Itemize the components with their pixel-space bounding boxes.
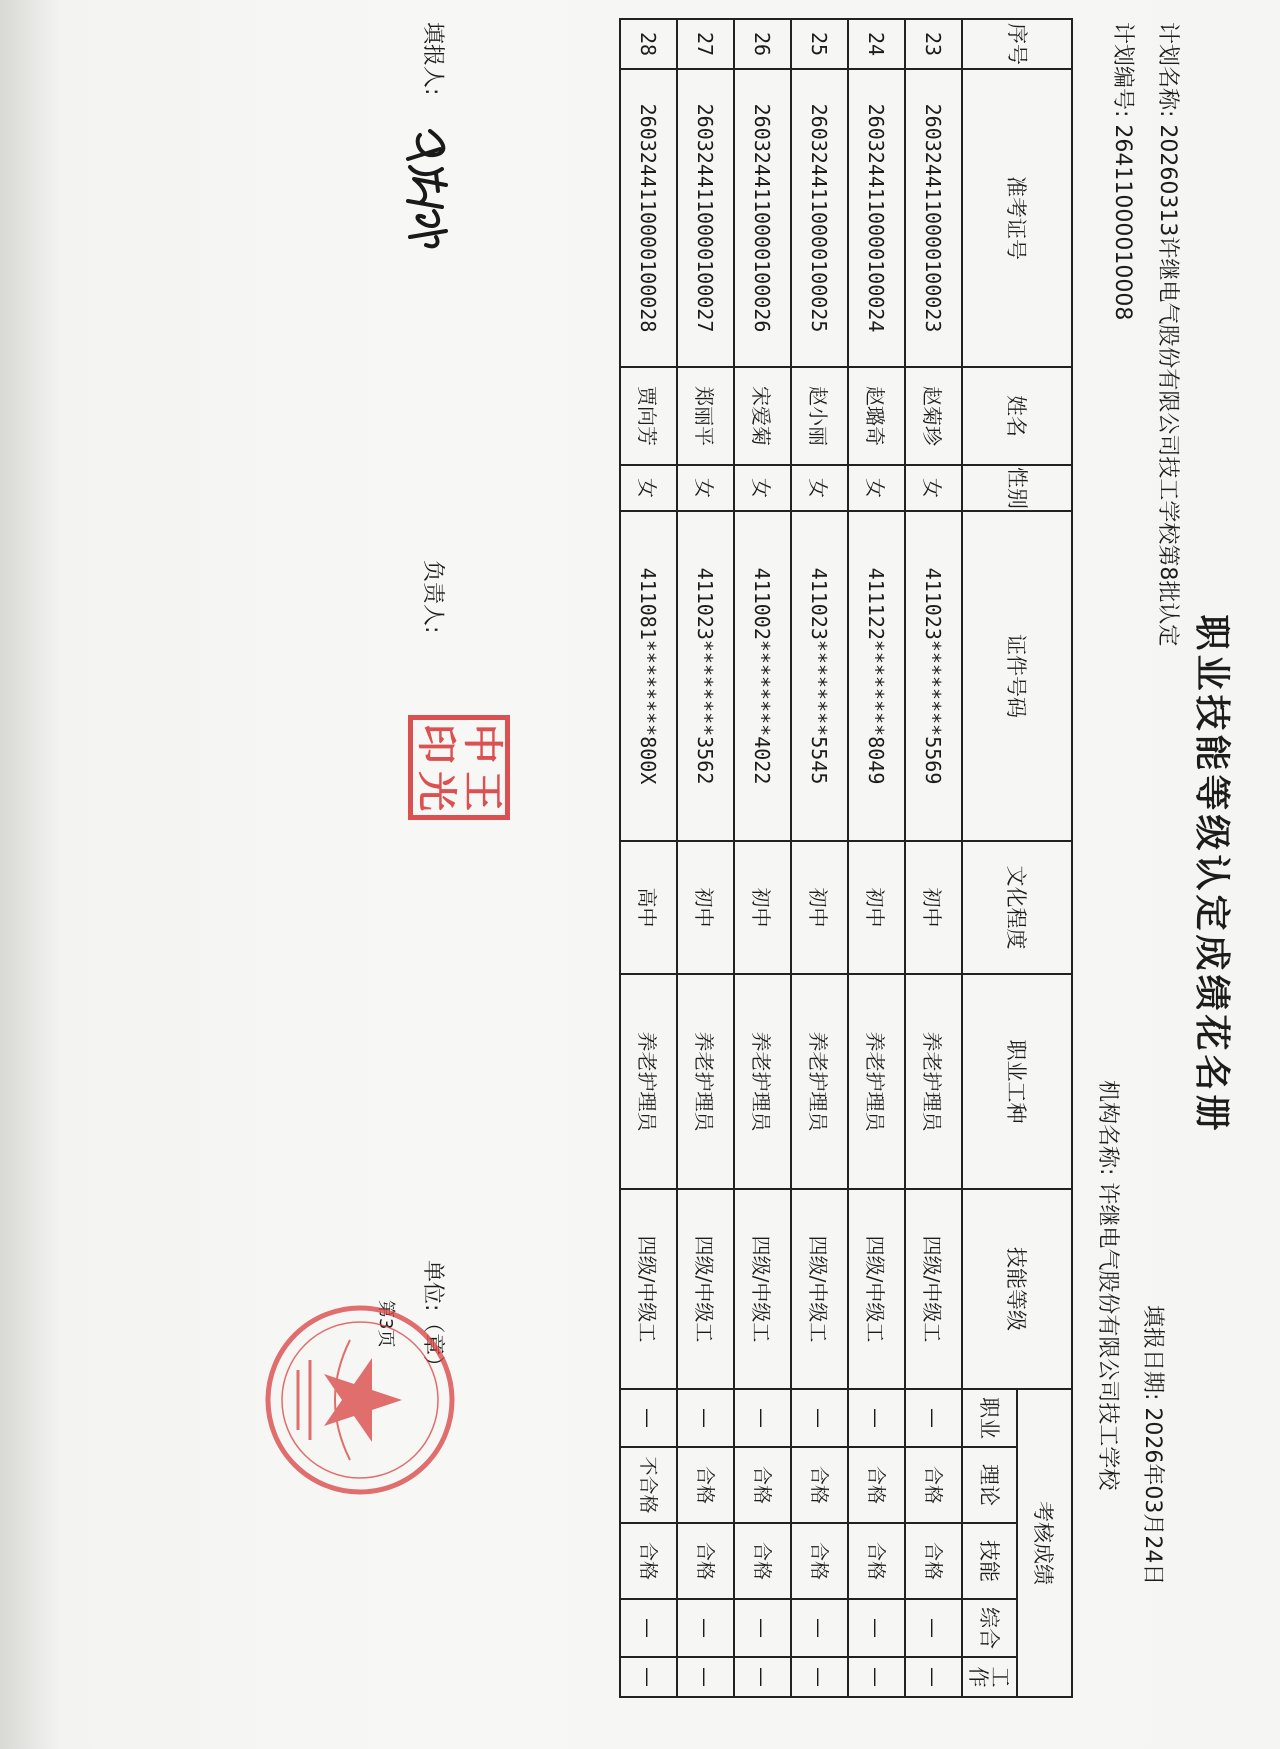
cell-seq: 25	[791, 19, 848, 69]
cell-name: 赵小丽	[791, 367, 848, 465]
cell-name: 宋爱菊	[734, 367, 791, 465]
cell-result-occupation: —	[677, 1389, 734, 1447]
cell-result-occupation: —	[734, 1389, 791, 1447]
cell-name: 赵璐奇	[848, 367, 905, 465]
header-result-theory: 理论	[962, 1447, 1017, 1523]
filler-label: 填报人:	[420, 22, 445, 96]
header-gender: 性别	[962, 465, 1072, 511]
page-title: 职业技能等级认定成绩花名册	[1191, 614, 1232, 1135]
cell-result-skill: 合格	[620, 1523, 677, 1599]
seal-char: 光	[413, 771, 460, 812]
plan-number-value: 26411000010008	[1110, 124, 1135, 321]
cell-level: 四级/中级工	[620, 1189, 677, 1389]
cell-gender: 女	[620, 465, 677, 511]
cell-id-no: 411122********8049	[848, 511, 905, 841]
cell-seq: 27	[677, 19, 734, 69]
cell-result-work: —	[791, 1657, 848, 1697]
cell-education: 初中	[734, 841, 791, 974]
header-result-work: 工作	[962, 1657, 1017, 1697]
seal-char: 王	[459, 771, 506, 812]
header-result-overall: 综合	[962, 1599, 1017, 1657]
cell-id-no: 411023********5569	[905, 511, 962, 841]
cell-result-work: —	[620, 1657, 677, 1697]
table-row	[620, 19, 677, 1697]
header-exam-no: 准考证号	[962, 69, 1072, 367]
cell-occupation: 养老护理员	[791, 974, 848, 1189]
handwritten-signature	[394, 125, 460, 255]
table-row	[734, 19, 791, 1697]
header-result-occupation: 职业	[962, 1389, 1017, 1447]
cell-gender: 女	[734, 465, 791, 511]
cell-education: 初中	[791, 841, 848, 974]
cell-exam-no: 2603244110000100028	[620, 69, 677, 367]
cell-occupation: 养老护理员	[848, 974, 905, 1189]
cell-gender: 女	[905, 465, 962, 511]
cell-education: 初中	[905, 841, 962, 974]
cell-result-occupation: —	[905, 1389, 962, 1447]
cell-level: 四级/中级工	[734, 1189, 791, 1389]
fill-date	[1139, 1305, 1170, 1585]
cell-result-skill: 合格	[905, 1523, 962, 1599]
header-row	[1017, 19, 1072, 1697]
cell-result-overall: —	[905, 1599, 962, 1657]
cell-level: 四级/中级工	[791, 1189, 848, 1389]
cell-exam-no: 2603244110000100024	[848, 69, 905, 367]
cell-result-work: —	[848, 1657, 905, 1697]
cell-result-work: —	[734, 1657, 791, 1697]
cell-id-no: 411002********4022	[734, 511, 791, 841]
cell-result-skill: 合格	[791, 1523, 848, 1599]
header-level: 技能等级	[962, 1189, 1072, 1389]
fill-date-value: 2026年03月24日	[1140, 1407, 1165, 1586]
cell-result-overall: —	[677, 1599, 734, 1657]
cell-id-no: 411023********5545	[791, 511, 848, 841]
cell-gender: 女	[677, 465, 734, 511]
table-row	[848, 19, 905, 1697]
plan-name	[1154, 22, 1185, 646]
cell-seq: 24	[848, 19, 905, 69]
cell-seq: 23	[905, 19, 962, 69]
cell-exam-no: 2603244110000100023	[905, 69, 962, 367]
cell-education: 初中	[848, 841, 905, 974]
cell-result-theory: 合格	[848, 1447, 905, 1523]
cell-id-no: 411081********800X	[620, 511, 677, 841]
header-results: 考核成绩	[1017, 1389, 1072, 1697]
cell-result-overall: —	[791, 1599, 848, 1657]
plan-name-value: 20260313许继电气股份有限公司技工学校第8批认定	[1155, 124, 1180, 647]
header-id-no: 证件号码	[962, 511, 1072, 841]
cell-education: 初中	[677, 841, 734, 974]
cell-result-overall: —	[734, 1599, 791, 1657]
fill-date-label: 填报日期:	[1140, 1305, 1165, 1401]
cell-result-overall: —	[848, 1599, 905, 1657]
seal-char: 中	[459, 723, 506, 764]
cell-name: 赵菊珍	[905, 367, 962, 465]
cell-result-theory: 合格	[734, 1447, 791, 1523]
table-row	[791, 19, 848, 1697]
cell-result-skill: 合格	[848, 1523, 905, 1599]
personal-seal-stamp	[408, 715, 510, 820]
unit-label: 单位:（章）	[420, 1260, 445, 1378]
plan-name-label: 计划名称:	[1155, 22, 1180, 118]
responsible-label: 负责人:	[420, 560, 445, 634]
cell-exam-no: 2603244110000100027	[677, 69, 734, 367]
cell-level: 四级/中级工	[677, 1189, 734, 1389]
cell-occupation: 养老护理员	[620, 974, 677, 1189]
header-name: 姓名	[962, 367, 1072, 465]
cell-exam-no: 2603244110000100025	[791, 69, 848, 367]
cell-exam-no: 2603244110000100026	[734, 69, 791, 367]
cell-result-skill: 合格	[734, 1523, 791, 1599]
header-education: 文化程度	[962, 841, 1072, 974]
page-number: 第3页	[375, 1300, 396, 1348]
cell-result-work: —	[905, 1657, 962, 1697]
cell-result-occupation: —	[791, 1389, 848, 1447]
cell-gender: 女	[791, 465, 848, 511]
header-occupation: 职业工种	[962, 974, 1072, 1189]
seal-char: 印	[413, 723, 460, 764]
cell-result-occupation: —	[848, 1389, 905, 1447]
cell-education: 高中	[620, 841, 677, 974]
cell-result-theory: 合格	[905, 1447, 962, 1523]
header-seq: 序号	[962, 19, 1072, 69]
plan-number-label: 计划编号:	[1110, 22, 1135, 118]
org-name-value: 许继电气股份有限公司技工学校	[1095, 1182, 1120, 1491]
cell-occupation: 养老护理员	[905, 974, 962, 1189]
cell-result-occupation: —	[620, 1389, 677, 1447]
org-name-label: 机构名称:	[1095, 1080, 1120, 1176]
cell-result-overall: —	[620, 1599, 677, 1657]
cell-occupation: 养老护理员	[677, 974, 734, 1189]
cell-level: 四级/中级工	[905, 1189, 962, 1389]
table-row	[905, 19, 962, 1697]
cell-name: 郑丽平	[677, 367, 734, 465]
cell-id-no: 411023********3562	[677, 511, 734, 841]
cell-result-theory: 不合格	[620, 1447, 677, 1523]
cell-result-theory: 合格	[791, 1447, 848, 1523]
org-name	[1094, 1080, 1125, 1490]
cell-level: 四级/中级工	[848, 1189, 905, 1389]
cell-name: 贾向芳	[620, 367, 677, 465]
cell-result-theory: 合格	[677, 1447, 734, 1523]
cell-seq: 26	[734, 19, 791, 69]
header-result-skill: 技能	[962, 1523, 1017, 1599]
cell-seq: 28	[620, 19, 677, 69]
org-seal-stamp	[260, 1300, 460, 1500]
results-table	[619, 18, 1073, 1698]
cell-result-skill: 合格	[677, 1523, 734, 1599]
cell-gender: 女	[848, 465, 905, 511]
plan-number	[1109, 22, 1140, 320]
cell-occupation: 养老护理员	[734, 974, 791, 1189]
cell-result-work: —	[677, 1657, 734, 1697]
table-row	[677, 19, 734, 1697]
